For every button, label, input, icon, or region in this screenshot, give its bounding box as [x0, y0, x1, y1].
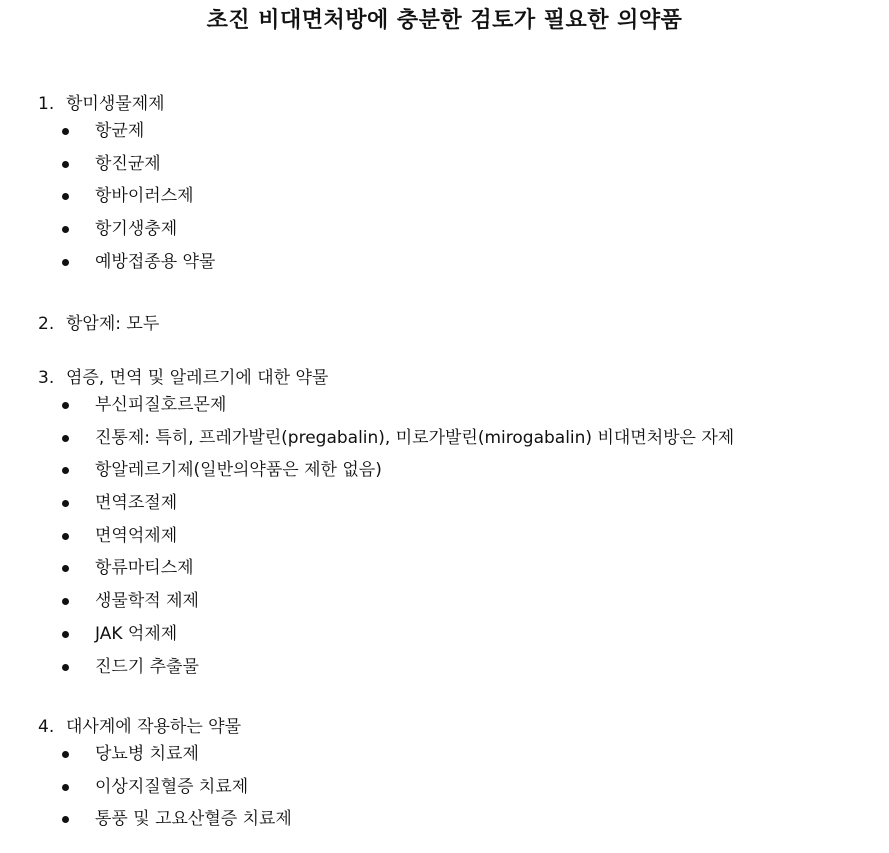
bullet-icon	[62, 533, 69, 540]
bullet-icon	[62, 784, 69, 791]
section-immunology	[38, 367, 735, 683]
list-item	[38, 422, 735, 455]
bullet-icon	[62, 226, 69, 233]
section-antimicrobials	[38, 93, 216, 278]
section-heading	[38, 367, 328, 389]
list-item	[38, 738, 241, 771]
item-text: 항바이러스제	[95, 186, 194, 207]
list-item	[38, 651, 328, 684]
item-text: 항균제	[95, 121, 145, 141]
list-item	[38, 487, 328, 520]
bullet-icon	[62, 565, 69, 572]
list-item	[38, 618, 328, 651]
section-heading	[38, 313, 159, 335]
section-metabolic	[38, 716, 292, 836]
item-text: 면역조절제	[95, 493, 178, 514]
list-item	[38, 213, 178, 246]
item-text: 항기생충제	[95, 219, 178, 240]
bullet-icon	[62, 193, 69, 200]
bullet-icon	[62, 500, 69, 507]
bullet-icon	[62, 816, 69, 823]
item-list	[38, 389, 735, 683]
bullet-icon	[62, 161, 69, 168]
item-text: 생물학적 제제	[95, 591, 199, 612]
section-title: 대사계에 작용하는 약물	[66, 717, 242, 737]
item-text: 면역억제제	[95, 525, 178, 546]
list-item	[38, 585, 328, 618]
list-item	[38, 803, 292, 836]
section-number: 4.	[38, 717, 55, 737]
section-heading	[38, 93, 165, 115]
item-text: 진통제: 특히, 프레가발린(pregabalin), 미로가발린(mirogabalin) 비대면처방은 자제	[95, 427, 735, 448]
item-text: 예방접종용 약물	[95, 251, 216, 272]
list-item	[38, 148, 165, 181]
item-list	[38, 738, 292, 836]
section-number: 1.	[38, 94, 55, 114]
bullet-icon	[62, 664, 69, 671]
bullet-icon	[62, 128, 69, 135]
bullet-icon	[62, 598, 69, 605]
section-title: 항미생물제제	[66, 94, 165, 114]
section-title: 염증, 면역 및 알레르기에 대한 약물	[66, 368, 329, 388]
list-item	[38, 454, 382, 487]
item-text: 통풍 및 고요산혈증 치료제	[95, 809, 292, 830]
item-text: 항알레르기제(일반의약품은 제한 없음)	[95, 460, 382, 481]
list-item	[38, 771, 249, 804]
list-item	[38, 180, 194, 213]
bullet-icon	[62, 751, 69, 758]
item-text: 진드기 추출물	[95, 656, 199, 677]
section-number: 3.	[38, 368, 55, 388]
bullet-icon	[62, 402, 69, 409]
item-text: 당뇨병 치료제	[95, 744, 199, 764]
bullet-icon	[62, 631, 69, 638]
list-item	[38, 552, 328, 585]
item-text: 항류마티스제	[95, 558, 194, 579]
section-number: 2.	[38, 314, 55, 334]
bullet-icon	[62, 467, 69, 474]
item-text: JAK 억제제	[95, 623, 178, 644]
list-item	[38, 520, 328, 553]
list-item	[38, 389, 328, 422]
section-anticancer	[38, 313, 159, 335]
item-text: 부신피질호르몬제	[95, 395, 227, 415]
document-title: 초진 비대면처방에 충분한 검토가 필요한 의약품	[206, 8, 683, 33]
list-item	[38, 246, 216, 279]
section-heading	[38, 716, 241, 738]
item-list	[38, 115, 216, 278]
section-title: 항암제: 모두	[66, 314, 160, 334]
bullet-icon	[62, 435, 69, 442]
item-text: 항진균제	[95, 153, 161, 174]
item-text: 이상지질혈증 치료제	[95, 776, 249, 797]
list-item	[38, 115, 165, 148]
bullet-icon	[62, 259, 69, 266]
